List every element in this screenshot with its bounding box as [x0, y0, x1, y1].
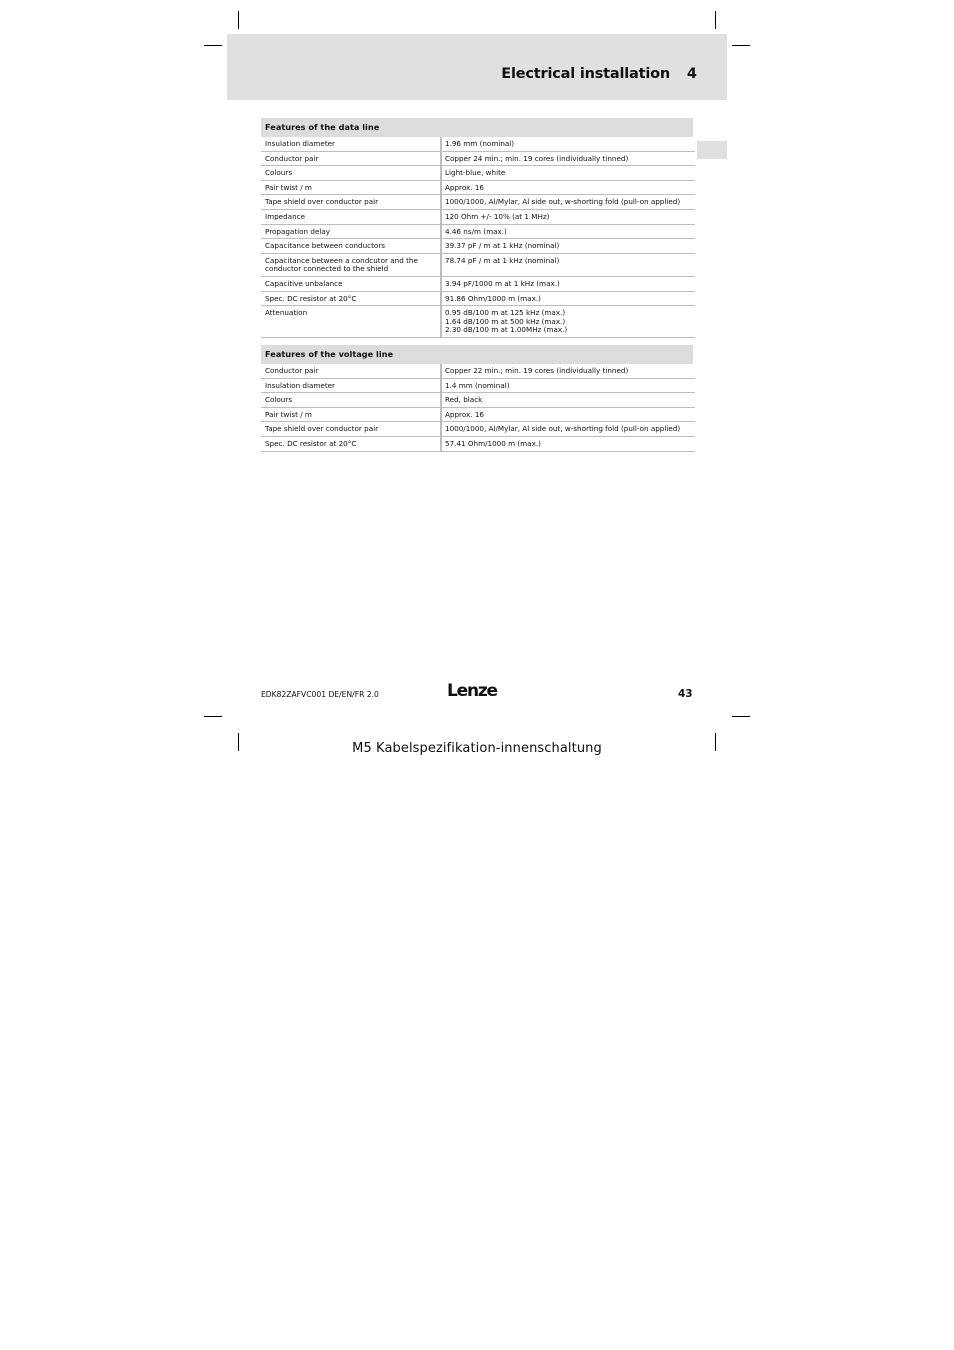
row-label [261, 225, 442, 239]
cell-text: 1.64 dB/100 m at 500 kHz (max.) [445, 316, 566, 326]
row-label [261, 277, 442, 291]
row-label [261, 306, 442, 337]
cell-text: Pair twist / m [265, 182, 312, 192]
crop-mark [204, 716, 222, 717]
table-row [261, 225, 695, 240]
table-row [261, 195, 695, 210]
cell-text: Copper 22 min.; min. 19 cores (individually tinned) [445, 366, 629, 375]
row-value [442, 195, 695, 209]
crop-mark [238, 11, 239, 29]
cell-text: 39.37 pF / m at 1 kHz (nominal) [445, 241, 560, 251]
cell-text: 0.95 dB/100 m at 125 kHz (max.) [445, 308, 566, 318]
row-value [442, 181, 695, 195]
row-label [261, 437, 442, 451]
row-value [442, 364, 695, 378]
table-row [261, 210, 695, 225]
row-label [261, 408, 442, 422]
table-heading: Features of the data line [261, 118, 693, 137]
crop-mark [204, 45, 222, 46]
row-label [261, 422, 442, 436]
cell-text: Copper 24 min.; min. 19 cores (individually tinned) [445, 153, 629, 163]
row-value [442, 254, 695, 276]
cell-text: Approx. 16 [445, 182, 484, 192]
cell-text: 3.94 pF/1000 m at 1 kHz (max.) [445, 278, 560, 288]
cell-text: 1000/1000, Al/Mylar, Al side out, w-shorting fold (pull-on applied) [445, 424, 681, 434]
row-value [442, 277, 695, 291]
cell-text: Attenuation [265, 308, 308, 318]
cell-text: 1000/1000, Al/Mylar, Al side out, w-shorting fold (pull-on applied) [445, 197, 681, 207]
cell-text: Capacitive unbalance [265, 278, 343, 288]
table-row [261, 137, 695, 152]
crop-mark [732, 45, 750, 46]
row-label [261, 254, 442, 276]
row-value [442, 210, 695, 224]
voltage-line-table [261, 345, 695, 452]
cell-text: 1.4 mm (nominal) [445, 380, 510, 390]
row-value [442, 137, 695, 151]
cell-text: 78.74 pF / m at 1 kHz (nominal) [445, 255, 560, 265]
cell-text: 2.30 dB/100 m at 1.00MHz (max.) [445, 325, 568, 335]
table-row [261, 181, 695, 196]
cell-text: Spec. DC resistor at 20°C [265, 293, 357, 303]
crop-mark [715, 11, 716, 29]
page-number: 43 [678, 688, 693, 700]
row-value [442, 393, 695, 407]
data-line-table [261, 118, 695, 338]
table-row [261, 306, 695, 338]
row-value [442, 166, 695, 180]
page-header [227, 34, 727, 100]
table-row [261, 393, 695, 408]
table-row [261, 364, 695, 379]
row-label [261, 239, 442, 253]
caption: M5 Kabelspezifikation-innenschaltung [352, 741, 602, 756]
cell-text: Spec. DC resistor at 20°C [265, 438, 357, 448]
row-label [261, 137, 442, 151]
row-label [261, 393, 442, 407]
chapter-tab-marker [697, 141, 727, 159]
cell-text: conductor connected to the shield [265, 264, 389, 274]
chapter-number: 4 [686, 66, 697, 82]
cell-text: Colours [265, 395, 293, 405]
cell-text: Tape shield over conductor pair [265, 424, 379, 434]
cell-text: Capacitance between a condcutor and the [265, 255, 418, 265]
cell-text: Light-blue, white [445, 168, 506, 178]
row-value [442, 152, 695, 166]
row-label [261, 195, 442, 209]
crop-mark [732, 716, 750, 717]
table-row [261, 166, 695, 181]
cell-text: Colours [265, 168, 293, 178]
table-row [261, 408, 695, 423]
cell-text: Red, black [445, 395, 483, 405]
table-row [261, 292, 695, 307]
table-row [261, 254, 695, 277]
row-value [442, 379, 695, 393]
row-value [442, 225, 695, 239]
row-value [442, 408, 695, 422]
row-label [261, 292, 442, 306]
row-value [442, 422, 695, 436]
row-label [261, 166, 442, 180]
table-row [261, 152, 695, 167]
row-value [442, 292, 695, 306]
table-row [261, 437, 695, 452]
table-row [261, 239, 695, 254]
cell-text: 120 Ohm +/- 10% (at 1 MHz) [445, 211, 550, 221]
cell-text: Tape shield over conductor pair [265, 197, 379, 207]
row-value [442, 239, 695, 253]
row-value [442, 306, 695, 337]
cell-text: Conductor pair [265, 153, 319, 163]
row-label [261, 379, 442, 393]
cell-text: 1.96 mm (nominal) [445, 139, 515, 148]
cell-text: 91.86 Ohm/1000 m (max.) [445, 293, 541, 303]
row-value [442, 437, 695, 451]
row-label [261, 210, 442, 224]
cell-text: Impedance [265, 211, 306, 221]
cell-text: Propagation delay [265, 226, 331, 236]
table-row [261, 379, 695, 394]
table-heading: Features of the voltage line [261, 345, 693, 364]
cell-text: Pair twist / m [265, 409, 312, 419]
cell-text: Insulation diameter [265, 139, 336, 148]
page-title: Electrical installation [501, 66, 670, 82]
row-label [261, 152, 442, 166]
cell-text: Approx. 16 [445, 409, 484, 419]
cell-text: 4.46 ns/m (max.) [445, 226, 507, 236]
row-label [261, 181, 442, 195]
cell-text: Capacitance between conductors [265, 241, 386, 251]
cell-text: 57.41 Ohm/1000 m (max.) [445, 438, 541, 448]
cell-text: Insulation diameter [265, 380, 336, 390]
row-label [261, 364, 442, 378]
table-row [261, 422, 695, 437]
document-id: EDK82ZAFVC001 DE/EN/FR 2.0 [261, 690, 379, 699]
table-row [261, 277, 695, 292]
lenze-logo: Lenze [447, 681, 497, 701]
cell-text: Conductor pair [265, 366, 319, 375]
